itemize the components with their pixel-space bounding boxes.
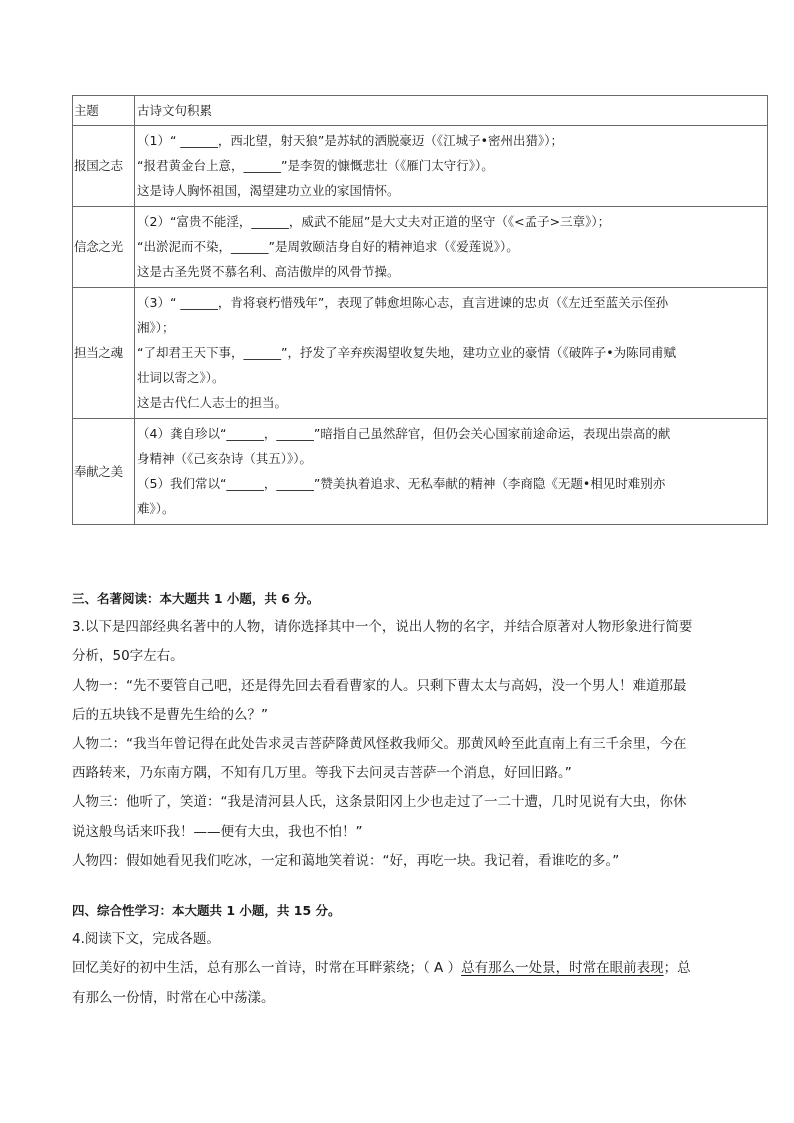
content-line: 这是古圣先贤不慕名利、高洁傲岸的风骨节操。	[137, 264, 400, 279]
content-line: 难》）。	[137, 501, 175, 516]
header-content-cell: 古诗文句积累	[135, 96, 768, 126]
content-line: （2）“富贵不能淫，______，威武不能屈”是大丈夫对正道的坚守（《<孟子>三章》）；	[137, 214, 611, 229]
table-row	[73, 126, 768, 207]
content-cell	[135, 288, 768, 419]
section-4	[72, 896, 752, 1013]
header-theme-cell: 主题	[73, 96, 135, 126]
passage-text: 回忆美好的初中生活，总有那么一首诗，时常在耳畔萦绕；（ A ）	[72, 960, 462, 977]
content-line: （1）“ ______，西北望，射天狼”是苏轼的洒脱豪迈（《江城子•密州出猎》）；	[137, 133, 564, 148]
content-cell	[135, 126, 768, 207]
passage-line: 后的五块钱不是曹先生给的么？”	[72, 706, 268, 723]
passage-line: 西路转来，乃东南方隅，不知有几万里。等我下去问灵吉菩萨一个消息，好回旧路。”	[72, 765, 572, 782]
poetry-accumulation-table	[72, 95, 768, 525]
passage-line: 人物一：“先不要管自己吧，还是得先回去看看曹家的人。只剩下曹太太与高妈，没一个男人！难道那最	[72, 677, 687, 694]
passage-line: 人物四：假如她看见我们吃冰，一定和蔼地笑着说：“好，再吃一块。我记着，看谁吃的多。”	[72, 852, 620, 869]
passage-text: ；总	[663, 960, 691, 977]
table-row	[73, 207, 768, 288]
question-line: 3.以下是四部经典名著中的人物，请你选择其中一个，说出人物的名字，并结合原著对人物形象进行简要	[72, 619, 693, 636]
table-row	[73, 288, 768, 419]
content-line: （3）“ ______，肯将衰朽惜残年”，表现了韩愈坦陈心志，直言进谏的忠贞（《左迁至蓝关示侄孙	[137, 295, 669, 310]
table-row	[73, 419, 768, 525]
content-line: （4）龚自珍以“______，______”暗指自己虽然辞官，但仍会关心国家前途命运，表现出崇高的献	[137, 426, 671, 441]
theme-cell: 信念之光	[73, 207, 135, 288]
question-line: 分析，50字左右。	[72, 648, 184, 665]
content-cell	[135, 207, 768, 288]
content-line: 壮词以寄之》）。	[137, 370, 225, 385]
content-cell	[135, 419, 768, 525]
section-heading: 三、名著阅读：本大题共 1 小题，共 6 分。	[72, 591, 320, 606]
section-3	[72, 584, 752, 876]
content-line: “了却君王天下事，______”，抒发了辛弃疾渴望收复失地，建功立业的豪情（《破阵子•为陈同甫赋	[137, 345, 677, 360]
passage-line	[72, 954, 752, 983]
passage-line: 人物三：他听了，笑道：“我是清河县人氏，这条景阳冈上少也走过了一二十遭，几时见说有大虫，你休	[72, 794, 687, 811]
table-header-row	[73, 96, 768, 126]
content-line: 这是古代仁人志士的担当。	[137, 395, 288, 410]
content-line: 湘》）；	[137, 320, 175, 335]
content-line: “报君黄金台上意，______”是李贺的慷慨悲壮（《雁门太守行》）。	[137, 158, 494, 173]
passage-line: 有那么一份情，时常在心中荡漾。	[72, 989, 275, 1006]
underlined-sentence: 总有那么一处景，时常在眼前表现	[461, 960, 664, 977]
content-line: （5）我们常以“______，______”赞美执着追求、无私奉献的精神（李商隐《无题•相见时难别亦	[137, 476, 666, 491]
theme-cell: 奉献之美	[73, 419, 135, 525]
theme-cell: 担当之魂	[73, 288, 135, 419]
content-line: “出淤泥而不染，______”是周敦颐洁身自好的精神追求（《爱莲说》）。	[137, 239, 519, 254]
content-line: 这是诗人胸怀祖国，渴望建功立业的家国情怀。	[137, 183, 400, 198]
content-line: 身精神（《己亥杂诗（其五）》）。	[137, 451, 313, 466]
section-heading: 四、综合性学习：本大题共 1 小题，共 15 分。	[72, 903, 341, 918]
passage-line: 人物二：“我当年曾记得在此处告求灵吉菩萨降黄风怪救我师父。那黄风岭至此直南上有三千余里，今在	[72, 736, 687, 753]
passage-line: 说这般鸟话来吓我！——便有大虫，我也不怕！”	[72, 823, 363, 840]
question-line: 4.阅读下文，完成各题。	[72, 931, 220, 948]
theme-cell: 报国之志	[73, 126, 135, 207]
